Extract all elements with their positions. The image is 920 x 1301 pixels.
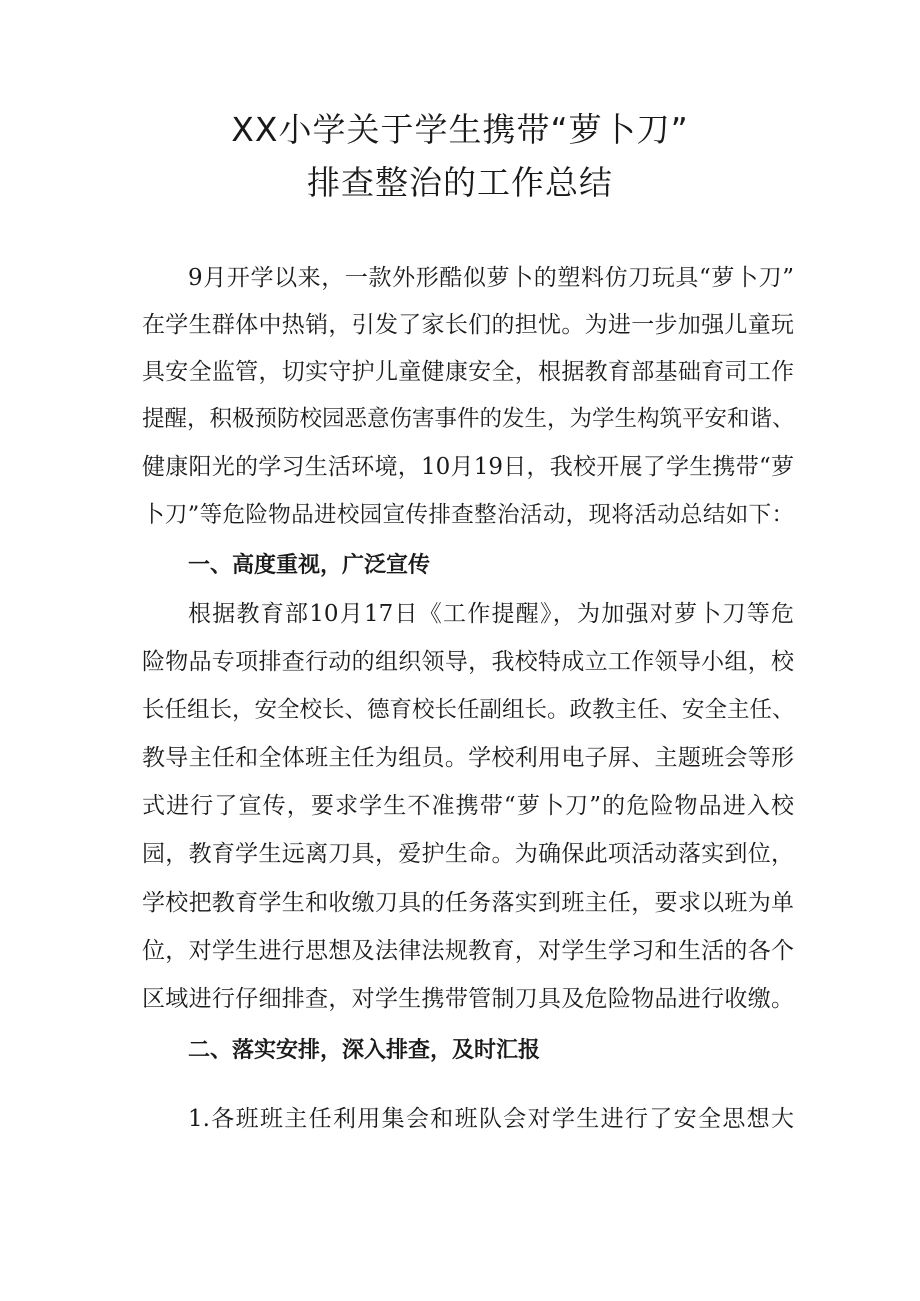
document-title-line-1: XX小学关于学生携带“萝卜刀” <box>231 110 689 149</box>
section-1-line-4: 教导主任和全体班主任为组员。学校利用电子屏、主题班会等形 <box>142 745 794 771</box>
section-2-line-1: 1.各班班主任利用集会和班队会对学生进行了安全思想大 <box>188 1106 794 1132</box>
intro-line-6: 卜刀”等危险物品进校园宣传排查整治活动，现将活动总结如下： <box>142 502 794 528</box>
section-1-line-9: 区域进行仔细排查，对学生携带管制刀具及危险物品进行收缴。 <box>142 986 794 1012</box>
section-1-heading: 一、高度重视，广泛宣传 <box>188 553 431 578</box>
intro-line-3: 具安全监管，切实守护儿童健康安全，根据教育部基础育司工作 <box>142 359 794 385</box>
intro-line-1: 9月开学以来，一款外形酷似萝卜的塑料仿刀玩具“萝卜刀” <box>188 265 794 291</box>
section-1-line-1: 根据教育部10月17日《工作提醒》，为加强对萝卜刀等危 <box>188 601 794 627</box>
section-2-heading: 二、落实安排，深入排查，及时汇报 <box>188 1038 541 1063</box>
intro-line-5: 健康阳光的学习生活环境，10月19日，我校开展了学生携带“萝 <box>142 454 794 480</box>
document-title-line-2: 排查整治的工作总结 <box>307 163 613 202</box>
section-1-line-8: 位，对学生进行思想及法律法规教育，对学生学习和生活的各个 <box>142 938 794 964</box>
section-1-line-5: 式进行了宣传，要求学生不准携带“萝卜刀”的危险物品进入校 <box>142 793 794 819</box>
section-1-line-2: 险物品专项排查行动的组织领导，我校特成立工作领导小组，校 <box>142 649 794 675</box>
intro-line-2: 在学生群体中热销，引发了家长们的担忧。为进一步加强儿童玩 <box>142 312 794 338</box>
section-1-line-7: 学校把教育学生和收缴刀具的任务落实到班主任，要求以班为单 <box>142 890 794 916</box>
section-1-line-6: 园，教育学生远离刀具，爱护生命。为确保此项活动落实到位， <box>142 841 794 867</box>
intro-line-4: 提醒，积极预防校园恶意伤害事件的发生，为学生构筑平安和谐、 <box>142 406 795 432</box>
section-1-line-3: 长任组长，安全校长、德育校长任副组长。政教主任、安全主任、 <box>142 697 795 723</box>
